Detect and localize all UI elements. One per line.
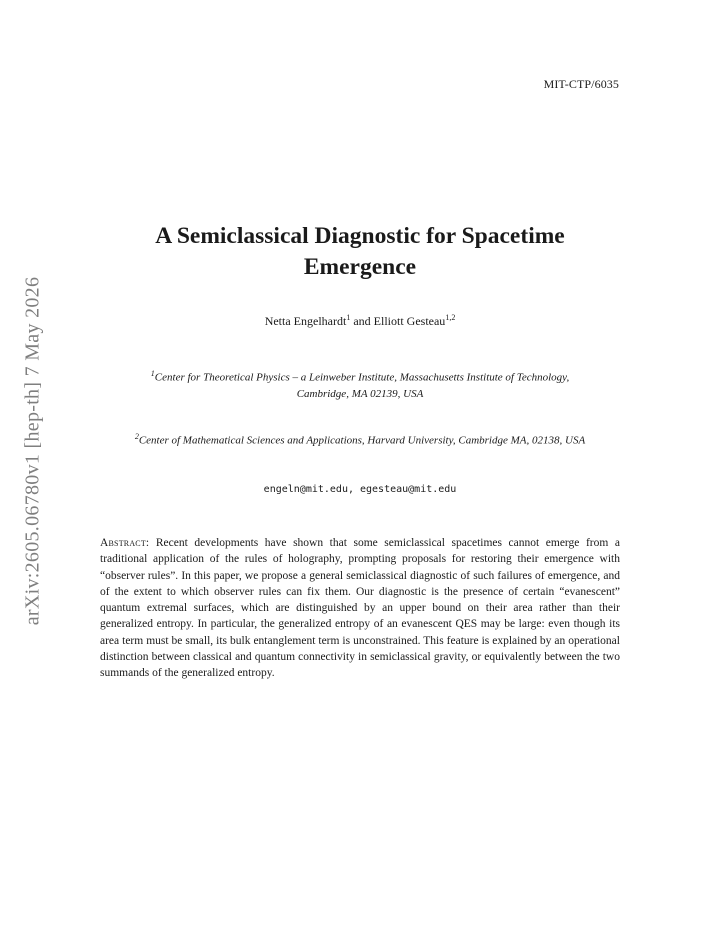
affiliation-institution: Center for Theoretical Physics – a Leinweber Institute, Massachusetts Institute of Technology, — [154, 371, 570, 384]
paper-title: A Semiclassical Diagnostic for Spacetime Emergence — [155, 223, 565, 280]
affiliation-2 — [100, 429, 620, 449]
affiliation-mark: 2 — [134, 432, 139, 441]
author-joiner: and — [350, 314, 374, 328]
affiliation-2-line-1 — [100, 429, 620, 449]
affiliation-1 — [100, 366, 620, 403]
affiliation-1-line-2: Cambridge, MA 02139, USA — [296, 388, 424, 401]
report-number: MIT-CTP/6035 — [543, 77, 619, 91]
affiliation-1-line-1 — [100, 366, 620, 386]
affiliation-institution: Center of Mathematical Sciences and Applications, Harvard University, Cambridge MA, 02138, USA — [138, 434, 586, 447]
author-list — [100, 313, 620, 329]
author-affiliation-mark: 1 — [346, 313, 351, 322]
affiliation-mark: 1 — [150, 369, 155, 378]
author-emails[interactable]: engeln@mit.edu, egesteau@mit.edu — [263, 484, 457, 495]
arxiv-identifier[interactable]: arXiv:2605.06780v1 [hep-th] 7 May 2026 — [21, 276, 44, 626]
author-name: Elliott Gesteau — [373, 314, 446, 328]
abstract-label: Abstract: — [100, 537, 150, 549]
author-name: Netta Engelhardt — [264, 314, 347, 328]
abstract-text: Recent developments have shown that some semiclassical spacetimes cannot emerge from a traditional application of the rules of holography, prompting proposals for restoring their emergence with “observer rules”. In this paper, we propose a general semiclassical diagnostic of such failures of emergence, and of the extent to which observer rules can fix them. Our diagnostic is the presence of certain “evanescent” quantum extremal surfaces, which are distinguished by an upper bound on their area rather than their generalized entropy. In particular, the generalized entropy of an evanescent QES may be large: even though its area term must be small, its bulk entanglement term is unconstrained. This feature is explained by an operational distinction between classical and quantum connectivity in semiclassical gravity, or equivalently between the two summands of the generalized entropy. — [100, 537, 620, 680]
author-affiliation-mark: 1,2 — [445, 313, 456, 322]
abstract — [100, 535, 620, 682]
